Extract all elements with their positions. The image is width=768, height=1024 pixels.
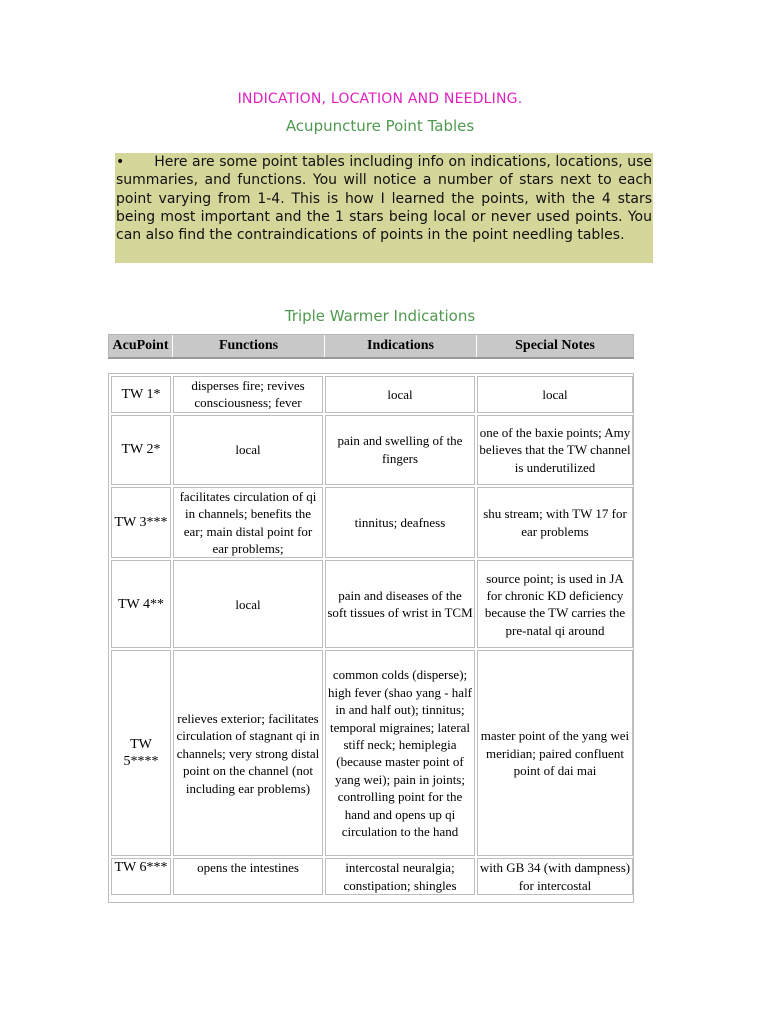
column-header-indications: Indications [325,335,477,357]
cell-functions: local [173,415,323,485]
table-row [111,560,633,648]
table-row [111,858,633,895]
cell-point: TW 4** [111,560,171,648]
table-row [111,650,633,856]
cell-notes: master point of the yang wei meridian; paired confluent point of dai mai [477,650,633,856]
cell-notes: with GB 34 (with dampness) for intercostal [477,858,633,895]
cell-point: TW 5**** [111,650,171,856]
cell-notes: one of the baxie points; Amy believes that the TW channel is underutilized [477,415,633,485]
cell-functions: opens the intestines [173,858,323,895]
cell-indications: intercostal neuralgia; constipation; shingles [325,858,475,895]
cell-functions: disperses fire; revives consciousness; fever [173,376,323,413]
cell-point: TW 6*** [111,858,171,895]
table-header [108,334,634,359]
cell-notes: local [477,376,633,413]
point-table [108,373,634,903]
table-row [111,376,633,413]
cell-point: TW 3*** [111,487,171,559]
intro-box [115,153,653,263]
column-header-special-notes: Special Notes [515,338,595,353]
bullet-icon: • [116,154,125,170]
page-title: INDICATION, LOCATION AND NEEDLING. [237,91,523,107]
column-header-acupoint: AcuPoint [109,335,173,357]
cell-indications: local [325,376,475,413]
cell-indications: tinnitus; deafness [325,487,475,559]
table-row [111,487,633,559]
cell-functions: relieves exterior; facilitates circulation of stagnant qi in channels; very strong distal point on the channel (not including ear problems) [173,650,323,856]
cell-point: TW 2* [111,415,171,485]
column-header-functions: Functions [173,335,325,357]
cell-notes: source point; is used in JA for chronic KD deficiency because the TW carries the pre-natal qi around [477,560,633,648]
cell-indications: common colds (disperse); high fever (shao yang - half in and half out); tinnitus; temporal migraines; lateral stiff neck; hemiplegia (because master point of yang wei); pain in joints; controlling point for the hand and opens up qi circulation to the hand [325,650,475,856]
cell-functions: local [173,560,323,648]
section-title: Triple Warmer Indications [284,307,476,325]
cell-functions: facilitates circulation of qi in channels; benefits the ear; main distal point for ear problems; [173,487,323,559]
intro-text: Here are some point tables including info on indications, locations, use summaries, and functions. You will notice a number of stars next to each point varying from 1-4. This is how I learned the points, with the 4 stars being most important and the 1 stars being local or never used points. You can also find the contraindications of points in the point needling tables. [116,154,652,244]
page-subtitle: Acupuncture Point Tables [285,117,475,135]
cell-notes: shu stream; with TW 17 for ear problems [477,487,633,559]
cell-point: TW 1* [111,376,171,413]
table-row [111,415,633,485]
cell-indications: pain and diseases of the soft tissues of wrist in TCM [325,560,475,648]
cell-indications: pain and swelling of the fingers [325,415,475,485]
